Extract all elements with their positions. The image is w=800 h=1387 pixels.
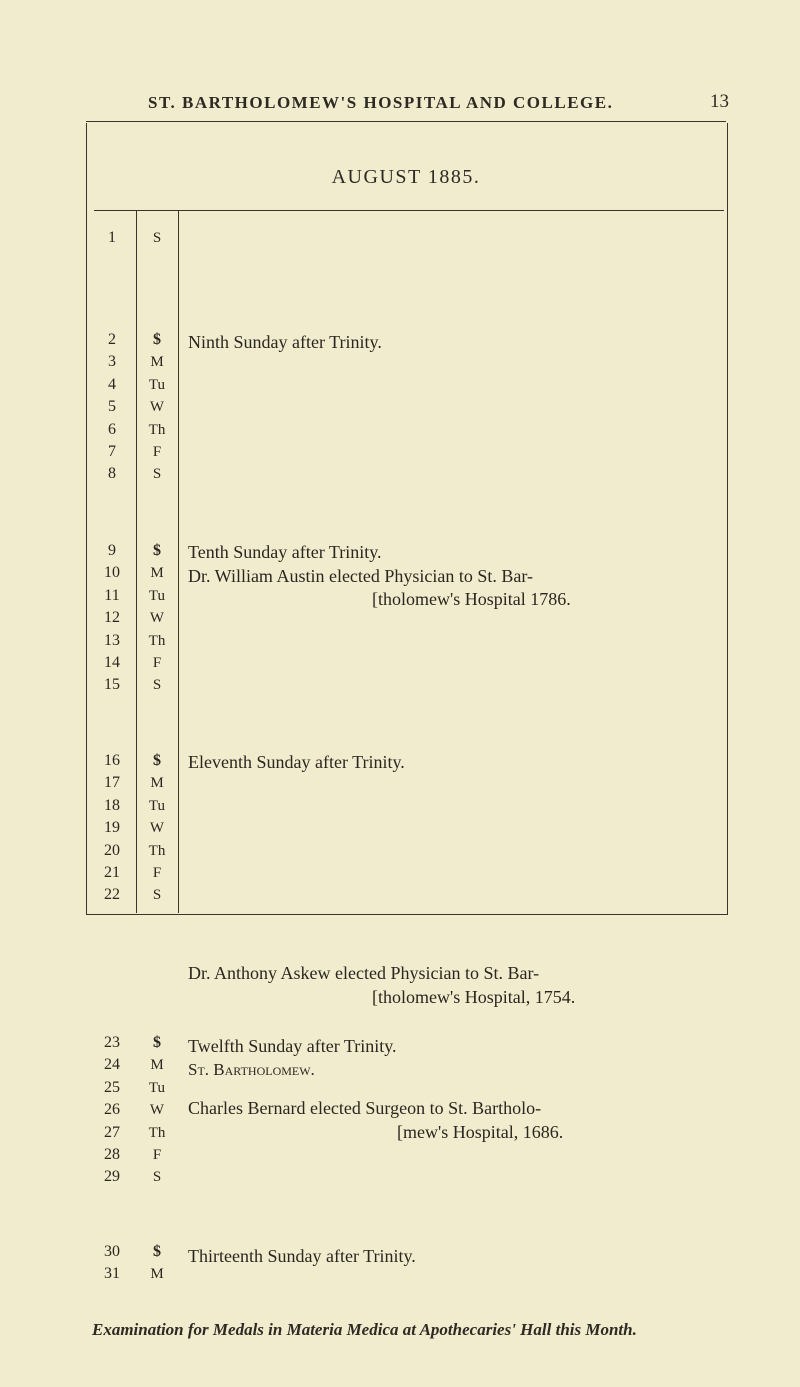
day-number: 8 (108, 465, 116, 483)
day-number: 2 (108, 331, 116, 348)
weekday-abbr: W (149, 399, 165, 416)
day-number: 7 (108, 443, 116, 460)
weekday-abbr: M (150, 775, 164, 792)
footnote: Examination for Medals in Materia Medica at Apothecaries' Hall this Month. (92, 1320, 637, 1339)
weekday-abbr: M (150, 354, 164, 371)
day-number: 31 (104, 1265, 120, 1283)
day-number: 28 (104, 1146, 120, 1163)
day-number: 19 (104, 819, 120, 837)
note-aug-26-line1: Charles Bernard elected Surgeon to St. Bartholo- (188, 1098, 542, 1118)
weekday-abbr: Tu (148, 1079, 166, 1096)
weekday-abbr: M (150, 565, 164, 582)
day-number: 26 (104, 1101, 120, 1119)
day-number: 14 (104, 654, 120, 671)
sunday-symbol: $ (153, 331, 161, 348)
day-number: 13 (104, 631, 120, 649)
weekday-abbr: F (152, 444, 162, 460)
day-number: 18 (104, 796, 120, 814)
weekday-abbr: S (152, 677, 162, 694)
weekday-abbr: W (149, 610, 165, 627)
day-number: 23 (104, 1034, 120, 1051)
weekday-abbr: Th (148, 421, 166, 438)
weekday-abbr: S (152, 887, 162, 904)
note-aug-16: Eleventh Sunday after Trinity. (188, 752, 405, 772)
weekday-abbr: W (149, 1102, 165, 1119)
weekday-abbr: S (152, 230, 162, 246)
day-number: 12 (104, 609, 120, 627)
note-aug-10-line2: [tholomew's Hospital 1786. (372, 589, 571, 609)
weekday-abbr: Tu (148, 587, 166, 604)
note-aug-23: Twelfth Sunday after Trinity. (188, 1036, 397, 1056)
note-aug-22-line2: [tholomew's Hospital, 1754. (372, 987, 576, 1007)
day-number: 21 (104, 864, 120, 881)
day-number: 24 (104, 1056, 120, 1074)
day-number: 3 (108, 353, 116, 371)
day-number: 10 (104, 564, 120, 582)
sunday-symbol: $ (153, 752, 161, 769)
weekday-abbr: M (150, 1057, 164, 1074)
day-number: 15 (104, 676, 120, 694)
day-number: 9 (108, 542, 116, 559)
day-number: 27 (104, 1123, 120, 1141)
sunday-symbol: $ (153, 1034, 161, 1051)
day-number: 16 (104, 752, 120, 769)
weekday-abbr: S (152, 1169, 162, 1186)
day-number: 1 (108, 229, 116, 246)
note-aug-9: Tenth Sunday after Trinity. (188, 542, 382, 562)
weekday-abbr: W (149, 820, 165, 837)
weekday-abbr: M (150, 1266, 164, 1283)
day-number: 6 (108, 420, 116, 438)
note-aug-26-line2: [mew's Hospital, 1686. (397, 1122, 564, 1142)
weekday-abbr: Th (148, 632, 166, 649)
day-number: 25 (104, 1078, 120, 1096)
day-number: 11 (104, 586, 120, 604)
day-number: 5 (108, 398, 116, 416)
calendar-frame (86, 123, 728, 915)
weekday-abbr: Th (148, 1124, 166, 1141)
note-aug-2: Ninth Sunday after Trinity. (188, 332, 382, 352)
day-number: 4 (108, 375, 116, 393)
weekday-abbr: Tu (148, 797, 166, 814)
weekday-abbr: Tu (148, 376, 166, 393)
day-number: 22 (104, 886, 120, 904)
note-aug-10-line1: Dr. William Austin elected Physician to St. Bar- (188, 566, 534, 586)
note-aug-22-line1: Dr. Anthony Askew elected Physician to St. Bar- (188, 963, 540, 983)
month-title: AUGUST 1885. (331, 166, 481, 188)
weekday-abbr: F (152, 865, 162, 881)
weekday-abbr: Th (148, 842, 166, 859)
day-number: 29 (104, 1168, 120, 1186)
day-number: 30 (104, 1243, 120, 1260)
column-divider-weekday (178, 210, 179, 913)
note-aug-24: St. Bartholomew. (188, 1060, 315, 1079)
header-rule (94, 210, 724, 211)
sunday-symbol: $ (153, 1243, 161, 1260)
weekday-abbr: F (152, 655, 162, 671)
running-head: ST. BARTHOLOMEW'S HOSPITAL AND COLLEGE. (148, 93, 614, 112)
day-number: 20 (104, 841, 120, 859)
day-number: 17 (104, 774, 120, 792)
weekday-abbr: S (152, 466, 162, 483)
weekday-abbr: F (152, 1147, 162, 1163)
top-rule (86, 121, 726, 122)
sunday-symbol: $ (153, 542, 161, 559)
note-aug-30: Thirteenth Sunday after Trinity. (188, 1246, 416, 1266)
page-number: 13 (710, 91, 729, 112)
